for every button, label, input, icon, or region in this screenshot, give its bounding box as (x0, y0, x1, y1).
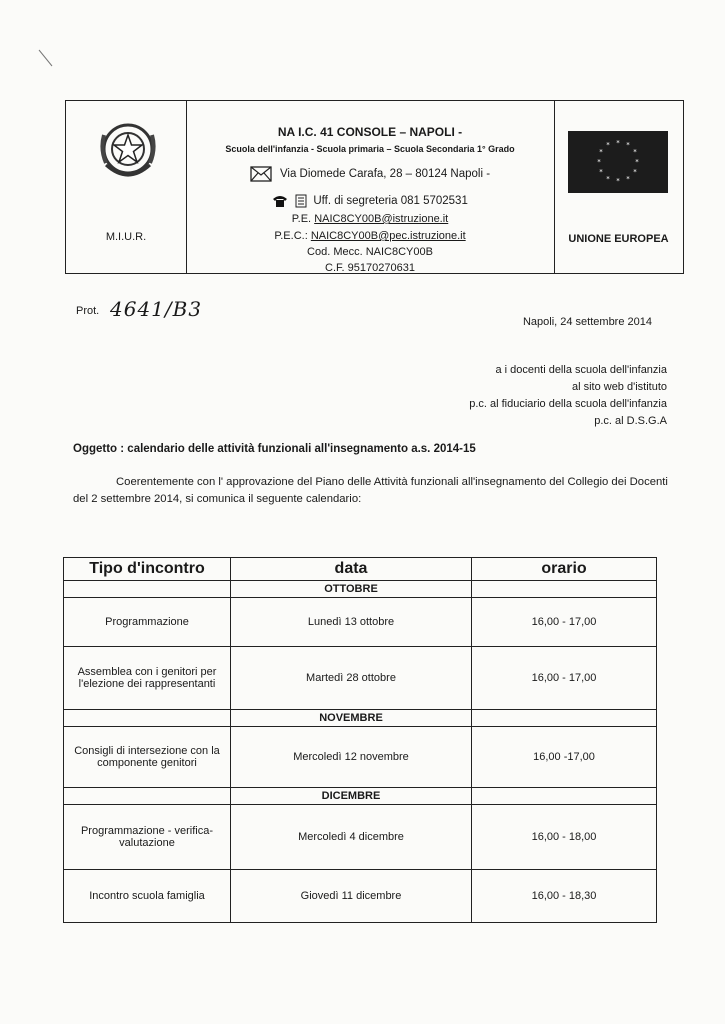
column-header: data (231, 558, 472, 581)
table-row (64, 805, 657, 870)
meeting-date: Lunedì 13 ottobre (231, 598, 472, 647)
meeting-type: Assemblea con i genitori per l'elezione dei rappresentanti (64, 647, 231, 710)
pe-label: P.E. (291, 213, 312, 225)
recipient-line: p.c. al D.S.G.A (594, 415, 667, 427)
address-text: Via Diomede Carafa, 28 – 80124 Napoli - (279, 168, 491, 181)
fax-icon (295, 194, 307, 208)
svg-text:*: * (626, 141, 630, 149)
telephone-icon (272, 194, 288, 208)
protocol-number: 4641/B3 (110, 297, 203, 321)
svg-text:*: * (633, 148, 637, 156)
meeting-time: 16,00 - 17,00 (472, 647, 657, 710)
table-row (64, 598, 657, 647)
svg-text:*: * (599, 168, 603, 176)
calendar-table (63, 557, 657, 923)
miur-label: M.I.U.R. (105, 231, 147, 243)
phone-line (186, 194, 554, 208)
month-row (64, 788, 657, 805)
meeting-type: Programmazione - verifica- valutazione (64, 805, 231, 870)
table-row (64, 870, 657, 923)
pe-line (186, 213, 554, 225)
school-types: Scuola dell'infanzia - Scuola primaria – Scuola Secondaria 1° Grado (225, 144, 515, 154)
month-row (64, 581, 657, 598)
svg-text:*: * (626, 175, 630, 183)
eu-flag-icon (568, 131, 668, 193)
meeting-date: Giovedì 11 dicembre (231, 870, 472, 923)
month-row (64, 710, 657, 727)
svg-text:*: * (606, 141, 610, 149)
table-row (64, 727, 657, 788)
letterhead (65, 100, 684, 274)
eu-label: UNIONE EUROPEA (568, 233, 669, 245)
meeting-date: Martedì 28 ottobre (231, 647, 472, 710)
intro-paragraph: Coerentemente con l' approvazione del Piano delle Attività funzionali all'insegnamento del Collegio dei Docenti del 2 settembre 2014, si comunica il seguente calendario: (73, 476, 668, 505)
meeting-type: Programmazione (64, 598, 231, 647)
pec-email-link[interactable]: NAIC8CY00B@pec.istruzione.it (310, 230, 466, 242)
column-header: Tipo d'incontro (64, 558, 231, 581)
recipients (469, 362, 667, 430)
meeting-time: 16,00 -17,00 (472, 727, 657, 788)
school-name: NA I.C. 41 CONSOLE – NAPOLI - (277, 125, 463, 139)
svg-text:*: * (633, 168, 637, 176)
meeting-type: Consigli di intersezione con la componente genitori (64, 727, 231, 788)
recipient-line: a i docenti della scuola dell'infanzia (495, 364, 667, 376)
month-label: OTTOBRE (231, 581, 472, 598)
meeting-type: Incontro scuola famiglia (64, 870, 231, 923)
column-header: orario (472, 558, 657, 581)
envelope-icon (250, 166, 272, 182)
meeting-time: 16,00 - 18,00 (472, 805, 657, 870)
svg-text:*: * (597, 158, 601, 166)
protocol-label: Prot. (76, 305, 100, 317)
recipient-line: p.c. al fiduciario della scuola dell'infanzia (469, 398, 667, 410)
pen-mark (37, 48, 57, 68)
meeting-date: Mercoledì 4 dicembre (231, 805, 472, 870)
table-header-row (64, 558, 657, 581)
address-line (186, 166, 554, 182)
meeting-date: Mercoledì 12 novembre (231, 727, 472, 788)
pe-email-link[interactable]: NAIC8CY00B@istruzione.it (314, 213, 449, 225)
recipient-line: al sito web d'istituto (571, 381, 667, 393)
svg-text:*: * (616, 139, 620, 147)
meeting-time: 16,00 - 18,30 (472, 870, 657, 923)
pec-line (186, 230, 554, 242)
svg-text:*: * (606, 175, 610, 183)
subject-line: Oggetto : calendario delle attività funzionali all'insegnamento a.s. 2014-15 (73, 443, 476, 455)
phone-text: Uff. di segreteria 081 5702531 (313, 195, 468, 208)
italian-republic-emblem (96, 115, 160, 187)
table-row (64, 647, 657, 710)
month-label: DICEMBRE (231, 788, 472, 805)
svg-text:*: * (635, 158, 639, 166)
mecc-code: Cod. Mecc. NAIC8CY00B (307, 246, 433, 258)
svg-text:*: * (616, 177, 620, 185)
meeting-time: 16,00 - 17,00 (472, 598, 657, 647)
pec-label: P.E.C.: (274, 230, 308, 242)
date-line: Napoli, 24 settembre 2014 (522, 316, 652, 328)
month-label: NOVEMBRE (231, 710, 472, 727)
fiscal-code: C.F. 95170270631 (325, 262, 415, 274)
svg-text:*: * (599, 148, 603, 156)
